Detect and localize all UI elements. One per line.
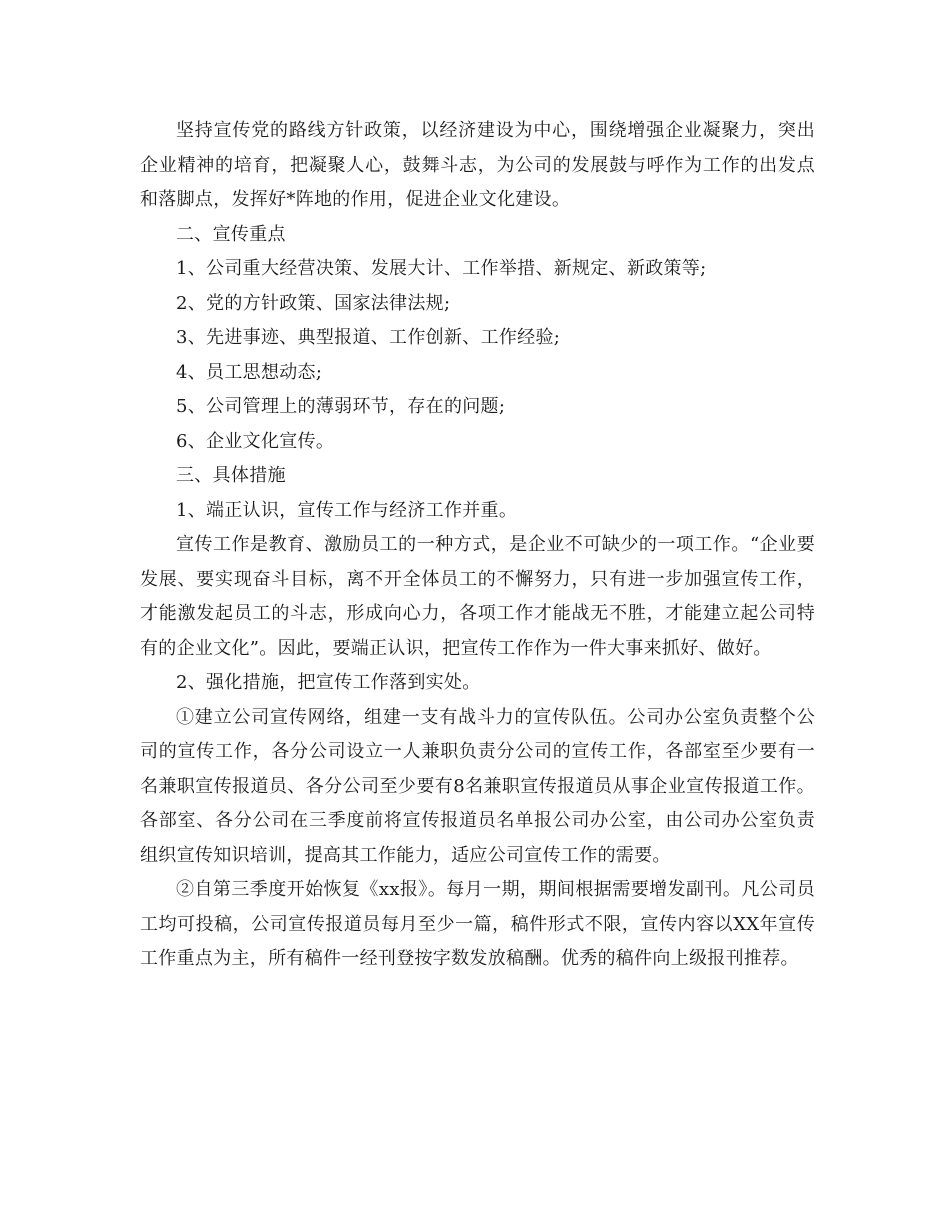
measure-2-network: ①建立公司宣传网络，组建一支有战斗力的宣传队伍。公司办公室负责整个公司的宣传工作，各分公司设立一人兼职负责分公司的宣传工作，各部室至少要有一名兼职宣传报道员、各分公司至少要有8名兼职宣传报道员从事企业宣传报道工作。各部室、各分公司在三季度前将宣传报道员名单报公司办公室，由公司办公室负责组织宣传知识培训，提高其工作能力，适应公司宣传工作的需要。	[140, 706, 815, 866]
measure-2-newspaper: ②自第三季度开始恢复《xx报》。每月一期，期间根据需要增发副刊。凡公司员工均可投稿，公司宣传报道员每月至少一篇，稿件形式不限，宣传内容以XX年宣传工作重点为主，所有稿件一经刊登按字数发放稿酬。优秀的稿件向上级报刊推荐。	[140, 879, 815, 969]
heading-publicity-focus: 二、宣传重点	[176, 223, 286, 245]
list-item-focus-2: 2、党的方针政策、国家法律法规;	[176, 292, 451, 314]
list-item-focus-1: 1、公司重大经营决策、发展大计、工作举措、新规定、新政策等;	[176, 258, 707, 279]
paragraph-guiding-principle: 坚持宣传党的路线方针政策，以经济建设为中心，围绕增强企业凝聚力，突出企业精神的培育，把凝聚人心，鼓舞斗志，为公司的发展鼓与呼作为工作的出发点和落脚点，发挥好*阵地的作用，促进企业文化建设。	[140, 120, 815, 210]
measure-1-body: 宣传工作是教育、激励员工的一种方式，是企业不可缺少的一项工作。“企业要发展、要实现奋斗目标，离不开全体员工的不懈努力，只有进一步加强宣传工作，才能激发起员工的斗志，形成向心力，各项工作才能战无不胜，才能建立起公司特有的企业文化”。因此，要端正认识，把宣传工作作为一件大事来抓好、做好。	[140, 534, 815, 659]
list-item-focus-6: 6、企业文化宣传。	[176, 430, 335, 452]
heading-specific-measures: 三、具体措施	[176, 465, 286, 486]
document-body	[140, 114, 815, 977]
measure-1-heading: 1、端正认识，宣传工作与经济工作并重。	[176, 499, 518, 521]
measure-2-heading: 2、强化措施，把宣传工作落到实处。	[176, 672, 481, 693]
list-item-focus-4: 4、员工思想动态;	[176, 361, 323, 383]
list-item-focus-3: 3、先进事迹、典型报道、工作创新、工作经验;	[176, 327, 561, 348]
list-item-focus-5: 5、公司管理上的薄弱环节，存在的问题;	[176, 396, 506, 417]
